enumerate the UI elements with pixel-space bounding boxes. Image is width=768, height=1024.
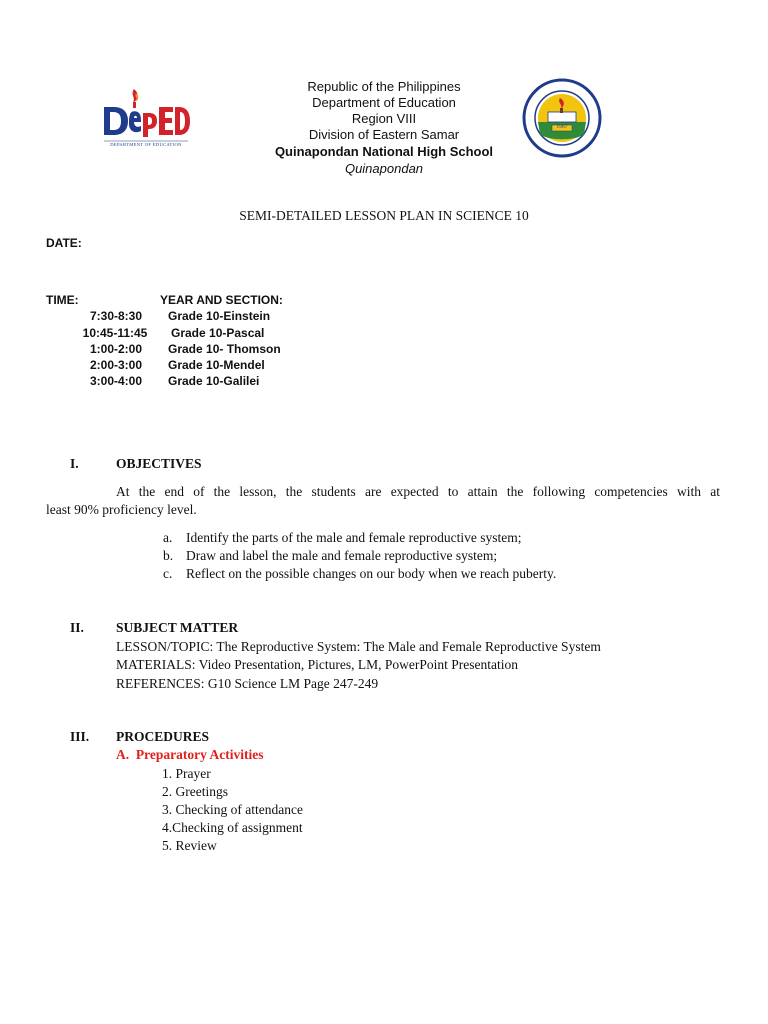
procedure-step: 1. Prayer [162,766,211,781]
objectives-heading: OBJECTIVES [116,456,202,471]
schedule-time: 10:45-11:45 [82,326,148,340]
year-section-label: YEAR AND SECTION: [160,293,283,307]
schedule-time: 3:00-4:00 [89,374,143,388]
deped-logo [100,85,190,153]
lesson-topic: LESSON/TOPIC: The Reproductive System: The Male and Female Reproductive System [116,639,601,654]
objectives-intro-line1: At the end of the lesson, the students are expected to attain the following competencies with at [116,484,720,499]
schedule-time: 7:30-8:30 [89,309,143,323]
procedure-step: 2. Greetings [162,784,228,799]
schedule-grade: Grade 10-Einstein [168,309,271,323]
seal-year: 1967 [556,124,568,130]
subject-matter-number: II. [70,620,84,635]
division-line: Division of Eastern Samar [308,127,460,142]
procedures-heading: PROCEDURES [116,729,210,744]
schedule-grade: Grade 10-Pascal [171,326,265,340]
department-line: Department of Education [312,95,456,110]
objective-letter: a. [163,530,173,545]
procedure-step: 3. Checking of attendance [162,802,303,817]
republic-line: Republic of the Philippines [307,79,461,94]
school-seal-icon [522,78,602,158]
preparatory-activities-heading: A. Preparatory Activities [116,747,264,762]
objective-text: Reflect on the possible changes on our body when we reach puberty. [186,566,557,581]
schedule-grade: Grade 10-Mendel [168,358,265,372]
objectives-number: I. [70,456,79,471]
region-line: Region VIII [351,111,417,126]
procedures-number: III. [70,729,90,744]
time-label: TIME: [46,293,79,307]
procedure-step: 5. Review [162,838,217,853]
deped-logo-subtext: DEPARTMENT OF EDUCATION [110,142,182,147]
lesson-materials: MATERIALS: Video Presentation, Pictures, LM, PowerPoint Presentation [116,657,519,672]
schedule-time: 2:00-3:00 [89,358,143,372]
school-name: Quinapondan National High School [274,144,494,159]
objective-letter: b. [163,548,174,563]
schedule-time: 1:00-2:00 [89,342,143,356]
school-seal [522,78,602,158]
lesson-plan-title: SEMI-DETAILED LESSON PLAN IN SCIENCE 10 [239,208,529,223]
schedule-grade: Grade 10-Galilei [168,374,260,388]
date-label: DATE: [46,236,82,250]
objective-text: Draw and label the male and female reproductive system; [186,548,498,563]
objective-letter: c. [163,566,173,581]
schedule-grade: Grade 10- Thomson [168,342,281,356]
town-name: Quinapondan [344,161,424,176]
subject-matter-heading: SUBJECT MATTER [116,620,239,635]
lesson-references: REFERENCES: G10 Science LM Page 247-249 [116,676,379,691]
objectives-intro-line2: least 90% proficiency level. [46,502,197,517]
procedure-step: 4.Checking of assignment [162,820,303,835]
objective-text: Identify the parts of the male and female reproductive system; [186,530,522,545]
